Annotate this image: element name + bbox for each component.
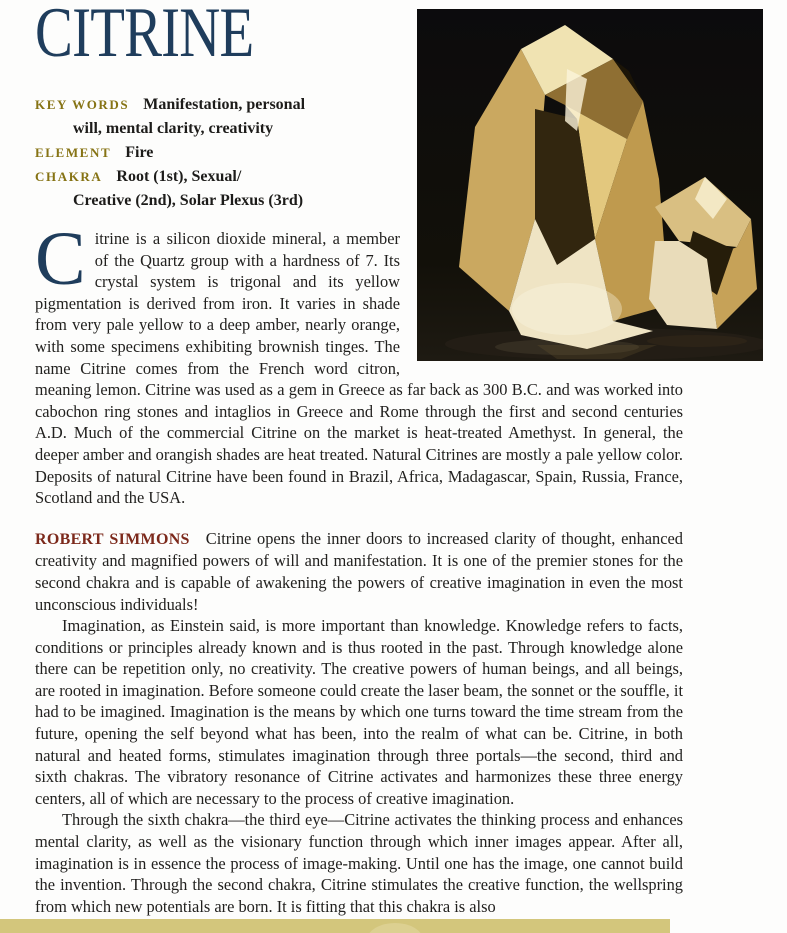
drop-cap: C — [35, 217, 86, 301]
simmons-paragraph-1 — [35, 528, 683, 615]
key-words-label: KEY WORDS — [35, 97, 130, 112]
chakra-label: CHAKRA — [35, 169, 103, 184]
simmons-paragraph-3: Through the sixth chakra—the third eye—Citrine activates the thinking process and enhances mental clarity, as well as the visionary function through which inner images appear. After all, imagination is in essence the process of image-making. Until one has the image, one cannot build the invention. Through the second chakra, Citrine stimulates the creative function, the wellspring from which new potentials are born. It is fitting that this chakra is also — [35, 810, 683, 916]
key-words-value-line2: will, mental clarity, creativity — [73, 120, 274, 137]
simmons-paragraph-2: Imagination, as Einstein said, is more important than knowledge. Knowledge refers to facts, conditions or principles already known and is thus rooted in the past. Through knowledge alone there can be repetition only, no creativity. The creative powers of human beings, and all beings, are rooted in imagination. Before someone could create the laser beam, the sonnet or the souffle, it had to be imagined. Imagination is the means by which one turns toward the time stream from the future, opening the self beyond what has been, into the realm of what can be. Citrine, in both natural and heated forms, stimulates imagination through three portals—the second, third and sixth chakras. The vibratory resonance of Citrine activates and harmonizes these three energy centers, all of which are necessary to the process of creative imagination. — [35, 616, 683, 808]
simmons-text-1: Citrine opens the inner doors to increased clarity of thought, enhanced creativity and magnified powers of will and manifestation. It is one of the premier stones for the second chakra and is capable of awakening the powers of creative imagination in even the most unconscious individuals! — [35, 528, 683, 614]
intro-text: itrine is a silicon dioxide mineral, a member of the Quartz group with a hardness of 7. Its crystal system is trigonal and its yellow pigmentation is derived from iron. It varies in shade from very pale yellow to a deep amber, nearly orange, with some specimens exhibiting brownish tinges. The name Citrine comes from the French word citron, meaning lemon. Citrine was used as a gem in Greece as far back as 300 B.C. and was worked into cabochon ring stones and intaglios in Greece and Rome through the first and second centuries A.D. Much of the commercial Citrine on the market is heat-treated Amethyst. In general, the deeper amber and orangish shades are heat treated. Natural Citrines are mostly a pale yellow color. Deposits of natural Citrine have been found in Brazil, Africa, Madagascar, Spain, Russia, France, Scotland and the USA. — [35, 229, 683, 508]
footer-decorative-bar — [0, 919, 670, 933]
robert-simmons-label: ROBERT SIMMONS — [35, 530, 190, 548]
chakra-value-line2: Creative (2nd), Solar Plexus (3rd) — [73, 192, 304, 209]
element-value: Fire — [125, 144, 154, 161]
robert-simmons-section — [35, 528, 683, 918]
chakra-value-line1: Root (1st), Sexual/ — [116, 168, 242, 185]
page-title: CITRINE — [35, 0, 254, 72]
element-label: ELEMENT — [35, 145, 112, 160]
key-words-value-line1: Manifestation, personal — [143, 96, 306, 113]
page-content — [35, 0, 683, 917]
